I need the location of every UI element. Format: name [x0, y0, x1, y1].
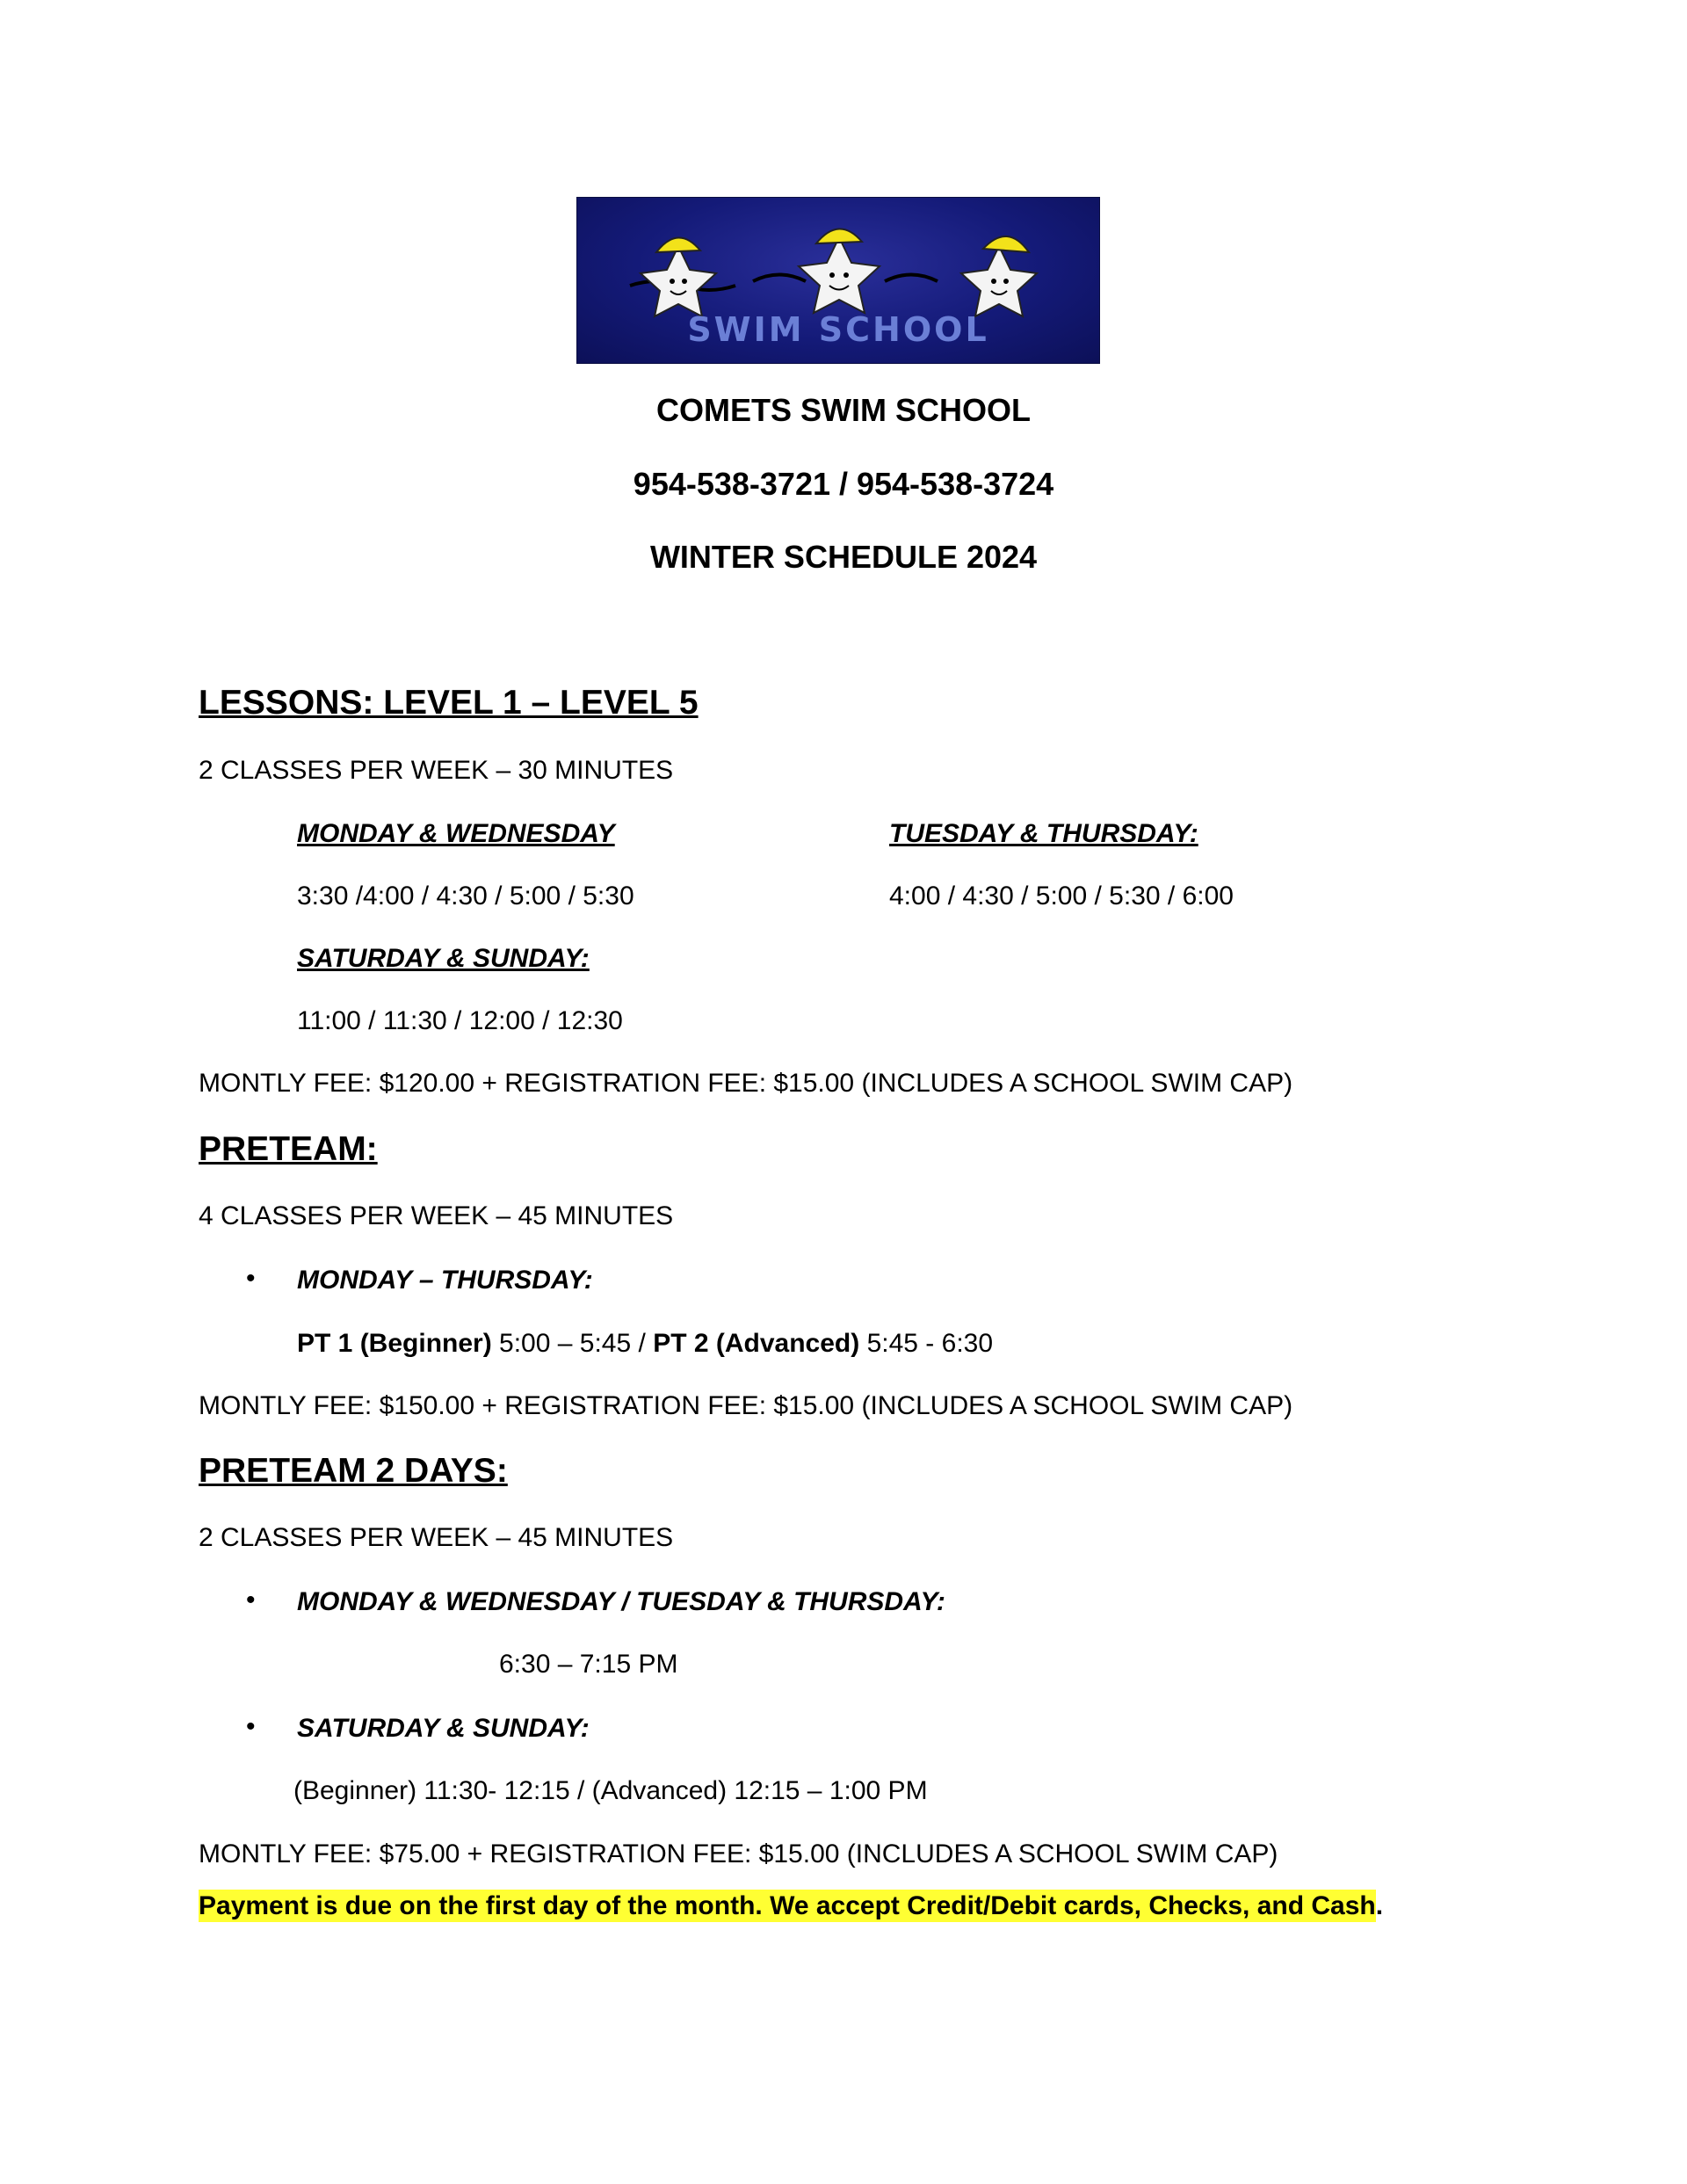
payment-note-tail: . [1375, 1891, 1384, 1920]
lessons-mon-wed-times: 3:30 /4:00 / 4:30 / 5:00 / 5:30 [297, 882, 634, 911]
preteam2-weekday-time: 6:30 – 7:15 PM [499, 1650, 678, 1679]
lessons-mon-wed-label: MONDAY & WEDNESDAY [297, 819, 615, 848]
preteam-heading: PRETEAM: [199, 1130, 378, 1168]
bullet-icon: • [246, 1264, 256, 1293]
lessons-tue-thu-times: 4:00 / 4:30 / 5:00 / 5:30 / 6:00 [889, 882, 1234, 911]
schedule-title: WINTER SCHEDULE 2024 [649, 539, 1038, 575]
preteam2-classes: 2 CLASSES PER WEEK – 45 MINUTES [199, 1523, 674, 1552]
lessons-fee: MONTLY FEE: $120.00 + REGISTRATION FEE: $15.00 (INCLUDES A SCHOOL SWIM CAP) [199, 1069, 1293, 1098]
school-name: COMETS SWIM SCHOOL [656, 392, 1031, 428]
lessons-heading: LESSONS: LEVEL 1 – LEVEL 5 [199, 684, 699, 722]
preteam2-weekend-time: (Beginner) 11:30- 12:15 / (Advanced) 12:15 – 1:00 PM [293, 1776, 928, 1805]
preteam2-fee: MONTLY FEE: $75.00 + REGISTRATION FEE: $15.00 (INCLUDES A SCHOOL SWIM CAP) [199, 1839, 1278, 1868]
lessons-sat-sun-label: SATURDAY & SUNDAY: [297, 944, 590, 973]
lessons-tue-thu-label: TUESDAY & THURSDAY: [889, 819, 1198, 848]
preteam-days-label: MONDAY – THURSDAY: [297, 1266, 593, 1295]
swim-school-logo [576, 197, 1100, 364]
preteam2-weekend-label: SATURDAY & SUNDAY: [297, 1714, 590, 1743]
preteam2-heading: PRETEAM 2 DAYS: [199, 1452, 508, 1490]
preteam2-weekday-label: MONDAY & WEDNESDAY / TUESDAY & THURSDAY: [297, 1587, 945, 1616]
preteam-classes: 4 CLASSES PER WEEK – 45 MINUTES [199, 1201, 674, 1230]
bullet-icon: • [246, 1712, 256, 1741]
preteam-times [297, 1329, 993, 1359]
pt2-time: 5:45 - 6:30 [859, 1329, 994, 1358]
phone-numbers: 954-538-3721 / 954-538-3724 [633, 466, 1054, 502]
pt1-time: 5:00 – 5:45 / [491, 1329, 654, 1358]
payment-note-highlight: Payment is due on the first day of the month. We accept Credit/Debit cards, Checks, and Cash [199, 1891, 1376, 1920]
bullet-icon: • [246, 1585, 256, 1614]
pt1-label: PT 1 (Beginner) [297, 1329, 492, 1358]
preteam-fee: MONTLY FEE: $150.00 + REGISTRATION FEE: $15.00 (INCLUDES A SCHOOL SWIM CAP) [199, 1391, 1293, 1420]
logo-text: SWIM SCHOOL [687, 310, 989, 349]
pt2-label: PT 2 (Advanced) [653, 1329, 860, 1358]
lessons-sat-sun-times: 11:00 / 11:30 / 12:00 / 12:30 [297, 1006, 623, 1035]
lessons-classes: 2 CLASSES PER WEEK – 30 MINUTES [199, 756, 674, 785]
payment-note [199, 1891, 1383, 1921]
